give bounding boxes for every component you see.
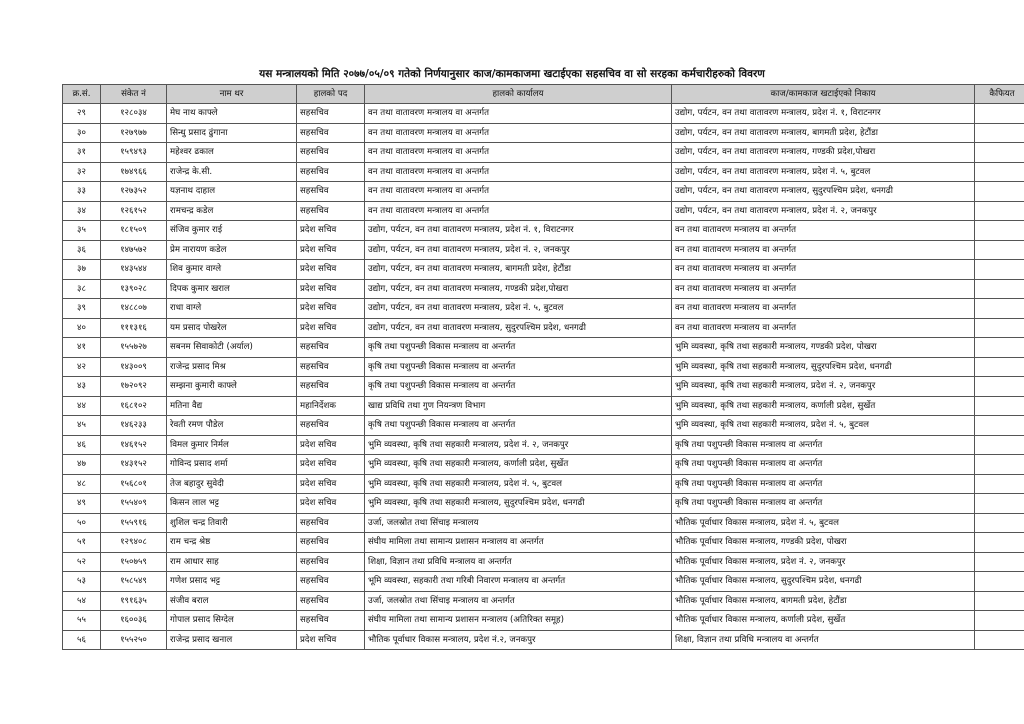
assigned-office-cell: भुमि व्यवस्था, कृषि तथा सहकारी मन्त्रालय, प्रदेश नं. २, जनकपुर [672, 377, 975, 397]
current-office-cell: खाद्य प्रविधि तथा गुण नियन्त्रण विभाग [365, 396, 672, 416]
remarks-cell [975, 455, 1024, 475]
current-office-cell: कृषि तथा पशुपन्छी विकास मन्त्रालय वा अन्तर्गत [365, 377, 672, 397]
name-cell: किसन लाल भट्ट [167, 494, 297, 514]
name-cell: गणेश प्रसाद भट्ट [167, 572, 297, 592]
remarks-cell [975, 260, 1024, 280]
code-cell: १७२०९२ [101, 377, 167, 397]
serial-cell: ५६ [63, 630, 101, 650]
serial-cell: ५० [63, 513, 101, 533]
assigned-office-cell: भौतिक पूर्वाधार विकास मन्त्रालय, प्रदेश नं. २, जनकपुर [672, 552, 975, 572]
name-cell: शुशिल चन्द्र तिवारी [167, 513, 297, 533]
code-cell: १५५९१६ [101, 513, 167, 533]
code-cell: १२६१५२ [101, 201, 167, 221]
name-cell: यज्ञनाथ दाहाल [167, 182, 297, 202]
current-office-cell: शिक्षा, विज्ञान तथा प्रविधि मन्त्रालय वा अन्तर्गत [365, 552, 672, 572]
code-cell: १८१५०९ [101, 221, 167, 241]
assigned-office-cell: उद्योग, पर्यटन, वन तथा वातावरण मन्त्रालय, गण्डकी प्रदेश,पोखरा [672, 143, 975, 163]
post-cell: प्रदेश सचिव [297, 318, 365, 338]
code-cell: १२८०३४ [101, 104, 167, 124]
remarks-cell [975, 533, 1024, 553]
serial-cell: ३१ [63, 143, 101, 163]
current-office-cell: उद्योग, पर्यटन, वन तथा वातावरण मन्त्रालय, गण्डकी प्रदेश,पोखरा [365, 279, 672, 299]
assigned-office-cell: वन तथा वातावरण मन्त्रालय वा अन्तर्गत [672, 221, 975, 241]
post-cell: सहसचिव [297, 533, 365, 553]
name-cell: विमल कुमार निर्मल [167, 435, 297, 455]
current-office-cell: भुमि व्यवस्था, कृषि तथा सहकारी मन्त्रालय, प्रदेश नं. ५, बुटवल [365, 474, 672, 494]
serial-cell: ५५ [63, 611, 101, 631]
serial-cell: ५२ [63, 552, 101, 572]
code-cell: १२९४०८ [101, 533, 167, 553]
name-cell: सम्झना कुमारी काफ्ले [167, 377, 297, 397]
post-cell: सहसचिव [297, 338, 365, 358]
serial-cell: ३४ [63, 201, 101, 221]
serial-cell: ४५ [63, 416, 101, 436]
post-cell: सहसचिव [297, 513, 365, 533]
post-cell: सहसचिव [297, 572, 365, 592]
table-row [63, 474, 1024, 494]
post-cell: सहसचिव [297, 552, 365, 572]
name-cell: रामचन्द्र कडेल [167, 201, 297, 221]
name-cell: रेवती रमण पौडेल [167, 416, 297, 436]
code-cell: १५८५४९ [101, 572, 167, 592]
remarks-cell [975, 123, 1024, 143]
current-office-cell: भौतिक पूर्वाधार विकास मन्त्रालय, प्रदेश नं.२, जनकपुर [365, 630, 672, 650]
post-cell: प्रदेश सचिव [297, 435, 365, 455]
serial-cell: ५४ [63, 591, 101, 611]
assigned-office-cell: भुमि व्यवस्था, कृषि तथा सहकारी मन्त्रालय, प्रदेश नं. ५, बुटवल [672, 416, 975, 436]
assigned-office-cell: भुमि व्यवस्था, कृषि तथा सहकारी मन्त्रालय, गण्डकी प्रदेश, पोखरा [672, 338, 975, 358]
serial-cell: ३८ [63, 279, 101, 299]
remarks-cell [975, 299, 1024, 319]
table-row [63, 396, 1024, 416]
code-cell: १४६२३३ [101, 416, 167, 436]
assigned-office-cell: भौतिक पूर्वाधार विकास मन्त्रालय, कर्णाली प्रदेश, सुर्खेत [672, 611, 975, 631]
table-row [63, 182, 1024, 202]
post-cell: सहसचिव [297, 357, 365, 377]
table-row [63, 279, 1024, 299]
current-office-cell: वन तथा वातावरण मन्त्रालय वा अन्तर्गत [365, 182, 672, 202]
post-cell: प्रदेश सचिव [297, 260, 365, 280]
post-cell: प्रदेश सचिव [297, 474, 365, 494]
code-cell: १७४९६६ [101, 162, 167, 182]
table-row [63, 299, 1024, 319]
post-cell: प्रदेश सचिव [297, 279, 365, 299]
code-cell: १५६८०१ [101, 474, 167, 494]
remarks-cell [975, 201, 1024, 221]
post-cell: सहसचिव [297, 123, 365, 143]
code-cell: १५५७२७ [101, 338, 167, 358]
table-row [63, 533, 1024, 553]
assigned-office-cell: भौतिक पूर्वाधार विकास मन्त्रालय, बागमती प्रदेश, हेटौंडा [672, 591, 975, 611]
post-cell: प्रदेश सचिव [297, 494, 365, 514]
name-cell: यम प्रसाद पोखरेल [167, 318, 297, 338]
assigned-office-cell: भौतिक पूर्वाधार विकास मन्त्रालय, गण्डकी प्रदेश, पोखरा [672, 533, 975, 553]
assigned-office-cell: उद्योग, पर्यटन, वन तथा वातावरण मन्त्रालय, प्रदेश नं. २, जनकपुर [672, 201, 975, 221]
serial-cell: ३९ [63, 299, 101, 319]
assigned-office-cell: उद्योग, पर्यटन, वन तथा वातावरण मन्त्रालय, प्रदेश नं. ५, बुटवल [672, 162, 975, 182]
table-row [63, 240, 1024, 260]
table-row [63, 104, 1024, 124]
serial-cell: ४२ [63, 357, 101, 377]
remarks-cell [975, 104, 1024, 124]
serial-cell: ४३ [63, 377, 101, 397]
assigned-office-cell: उद्योग, पर्यटन, वन तथा वातावरण मन्त्रालय, प्रदेश नं. १, विराटनगर [672, 104, 975, 124]
serial-cell: ४१ [63, 338, 101, 358]
table-row [63, 123, 1024, 143]
assigned-office-cell: वन तथा वातावरण मन्त्रालय वा अन्तर्गत [672, 240, 975, 260]
current-office-cell: वन तथा वातावरण मन्त्रालय वा अन्तर्गत [365, 123, 672, 143]
post-cell: महानिर्देशक [297, 396, 365, 416]
code-cell: १९१६३५ [101, 591, 167, 611]
name-cell: शिव कुमार वाग्ले [167, 260, 297, 280]
current-office-cell: भुमि व्यवस्था, कृषि तथा सहकारी मन्त्रालय, प्रदेश नं. २, जनकपुर [365, 435, 672, 455]
remarks-cell [975, 474, 1024, 494]
current-office-cell: भुमि व्यवस्था, कृषि तथा सहकारी मन्त्रालय, सुदुरपश्चिम प्रदेश, धनगढी [365, 494, 672, 514]
post-cell: प्रदेश सचिव [297, 455, 365, 475]
table-row [63, 377, 1024, 397]
code-cell: १२७९७७ [101, 123, 167, 143]
table-row [63, 572, 1024, 592]
code-cell: १४३५४४ [101, 260, 167, 280]
remarks-cell [975, 357, 1024, 377]
table-row [63, 513, 1024, 533]
assigned-office-cell: उद्योग, पर्यटन, वन तथा वातावरण मन्त्रालय, बागमती प्रदेश, हेटौंडा [672, 123, 975, 143]
table-row [63, 416, 1024, 436]
code-cell: १५५४०९ [101, 494, 167, 514]
serial-cell: ३० [63, 123, 101, 143]
serial-cell: ३२ [63, 162, 101, 182]
code-cell: १४३१५२ [101, 455, 167, 475]
name-cell: सबनम सिवाकोटी (अर्याल) [167, 338, 297, 358]
assigned-office-cell: वन तथा वातावरण मन्त्रालय वा अन्तर्गत [672, 318, 975, 338]
table-header-row [63, 85, 1024, 104]
post-cell: प्रदेश सचिव [297, 299, 365, 319]
post-cell: सहसचिव [297, 611, 365, 631]
name-cell: राम आधार साह [167, 552, 297, 572]
current-office-cell: वन तथा वातावरण मन्त्रालय वा अन्तर्गत [365, 143, 672, 163]
assigned-office-cell: वन तथा वातावरण मन्त्रालय वा अन्तर्गत [672, 279, 975, 299]
post-cell: प्रदेश सचिव [297, 221, 365, 241]
header-name: नाम थर [167, 85, 297, 104]
assigned-office-cell: कृषि तथा पशुपन्छी विकास मन्त्रालय वा अन्तर्गत [672, 435, 975, 455]
serial-cell: ५१ [63, 533, 101, 553]
name-cell: प्रेम नारायण कडेल [167, 240, 297, 260]
table-row [63, 455, 1024, 475]
post-cell: प्रदेश सचिव [297, 630, 365, 650]
serial-cell: २९ [63, 104, 101, 124]
current-office-cell: कृषि तथा पशुपन्छी विकास मन्त्रालय वा अन्तर्गत [365, 357, 672, 377]
current-office-cell: कृषि तथा पशुपन्छी विकास मन्त्रालय वा अन्तर्गत [365, 416, 672, 436]
serial-cell: ३६ [63, 240, 101, 260]
post-cell: सहसचिव [297, 182, 365, 202]
table-row [63, 494, 1024, 514]
remarks-cell [975, 318, 1024, 338]
remarks-cell [975, 240, 1024, 260]
remarks-cell [975, 513, 1024, 533]
current-office-cell: वन तथा वातावरण मन्त्रालय वा अन्तर्गत [365, 162, 672, 182]
current-office-cell: उद्योग, पर्यटन, वन तथा वातावरण मन्त्रालय, प्रदेश नं. २, जनकपुर [365, 240, 672, 260]
assigned-office-cell: कृषि तथा पशुपन्छी विकास मन्त्रालय वा अन्तर्गत [672, 474, 975, 494]
current-office-cell: उद्योग, पर्यटन, वन तथा वातावरण मन्त्रालय, सुदुरपश्चिम प्रदेश, धनगढी [365, 318, 672, 338]
current-office-cell: उर्जा, जलस्रोत तथा सिंचाइ मन्त्रालय [365, 513, 672, 533]
remarks-cell [975, 182, 1024, 202]
remarks-cell [975, 338, 1024, 358]
post-cell: सहसचिव [297, 377, 365, 397]
name-cell: गोपाल प्रसाद सिग्देल [167, 611, 297, 631]
post-cell: सहसचिव [297, 104, 365, 124]
remarks-cell [975, 591, 1024, 611]
current-office-cell: संघीय मामिला तथा सामान्य प्रशासन मन्त्रालय (अतिरिक्त समूह) [365, 611, 672, 631]
table-row [63, 552, 1024, 572]
code-cell: १३९०२८ [101, 279, 167, 299]
table-row [63, 435, 1024, 455]
current-office-cell: उद्योग, पर्यटन, वन तथा वातावरण मन्त्रालय, प्रदेश नं. ५, बुटवल [365, 299, 672, 319]
serial-cell: ४४ [63, 396, 101, 416]
code-cell: १४३००९ [101, 357, 167, 377]
assigned-office-cell: वन तथा वातावरण मन्त्रालय वा अन्तर्गत [672, 299, 975, 319]
assigned-office-cell: भुमि व्यवस्था, कृषि तथा सहकारी मन्त्रालय, सुदुरपश्चिम प्रदेश, धनगढी [672, 357, 975, 377]
current-office-cell: उर्जा, जलस्रोत तथा सिंचाइ मन्त्रालय वा अन्तर्गत [365, 591, 672, 611]
code-cell: १५०७५९ [101, 552, 167, 572]
header-code: संकेत नं [101, 85, 167, 104]
header-current-office: हालको कार्यालय [365, 85, 672, 104]
post-cell: सहसचिव [297, 143, 365, 163]
assigned-office-cell: उद्योग, पर्यटन, वन तथा वातावरण मन्त्रालय, सुदुरपश्चिम प्रदेश, धनगढी [672, 182, 975, 202]
remarks-cell [975, 279, 1024, 299]
serial-cell: ३५ [63, 221, 101, 241]
name-cell: संजिव कुमार राई [167, 221, 297, 241]
assigned-office-cell: शिक्षा, विज्ञान तथा प्रविधि मन्त्रालय वा अन्तर्गत [672, 630, 975, 650]
table-row [63, 221, 1024, 241]
table-row [63, 338, 1024, 358]
table-row [63, 611, 1024, 631]
post-cell: सहसचिव [297, 591, 365, 611]
remarks-cell [975, 611, 1024, 631]
remarks-cell [975, 221, 1024, 241]
code-cell: १४६१५२ [101, 435, 167, 455]
current-office-cell: भूमि व्यवस्था, सहकारी तथा गरिबी निवारण मन्त्रालय वा अन्तर्गत [365, 572, 672, 592]
assigned-office-cell: भुमि व्यवस्था, कृषि तथा सहकारी मन्त्रालय, कर्णाली प्रदेश, सुर्खेत [672, 396, 975, 416]
code-cell: १५५२५० [101, 630, 167, 650]
remarks-cell [975, 572, 1024, 592]
table-row [63, 201, 1024, 221]
assigned-office-cell: वन तथा वातावरण मन्त्रालय वा अन्तर्गत [672, 260, 975, 280]
remarks-cell [975, 552, 1024, 572]
assigned-office-cell: भौतिक पूर्वाधार विकास मन्त्रालय, प्रदेश नं. ५, बुटवल [672, 513, 975, 533]
assigned-office-cell: कृषि तथा पशुपन्छी विकास मन्त्रालय वा अन्तर्गत [672, 455, 975, 475]
post-cell: सहसचिव [297, 162, 365, 182]
post-cell: सहसचिव [297, 416, 365, 436]
name-cell: महेश्वर ढकाल [167, 143, 297, 163]
remarks-cell [975, 494, 1024, 514]
current-office-cell: उद्योग, पर्यटन, वन तथा वातावरण मन्त्रालय, प्रदेश नं. १, विराटनगर [365, 221, 672, 241]
name-cell: राजेन्द्र के.सी. [167, 162, 297, 182]
remarks-cell [975, 630, 1024, 650]
post-cell: प्रदेश सचिव [297, 240, 365, 260]
current-office-cell: वन तथा वातावरण मन्त्रालय वा अन्तर्गत [365, 201, 672, 221]
remarks-cell [975, 377, 1024, 397]
name-cell: संजीव बराल [167, 591, 297, 611]
serial-cell: ३७ [63, 260, 101, 280]
code-cell: १४७५७२ [101, 240, 167, 260]
remarks-cell [975, 416, 1024, 436]
serial-cell: ४० [63, 318, 101, 338]
current-office-cell: उद्योग, पर्यटन, वन तथा वातावरण मन्त्रालय, बागमती प्रदेश, हेटौंडा [365, 260, 672, 280]
table-row [63, 260, 1024, 280]
code-cell: १५९४९३ [101, 143, 167, 163]
assigned-office-cell: भौतिक पूर्वाधार विकास मन्त्रालय, सुदुरपश्चिम प्रदेश, धनगढी [672, 572, 975, 592]
name-cell: दिपक कुमार खराल [167, 279, 297, 299]
name-cell: राम चन्द्र श्रेष्ठ [167, 533, 297, 553]
current-office-cell: भुमि व्यवस्था, कृषि तथा सहकारी मन्त्रालय, कर्णाली प्रदेश, सुर्खेत [365, 455, 672, 475]
document-title: यस मन्त्रालयको मिति २०७७/०५/०९ गतेको निर्णयानुसार काज/कामकाजमा खटाईएका सहसचिव वा सो सरहका कर्मचारीहरुको विवरण [259, 68, 765, 80]
staff-assignment-table [62, 84, 1024, 650]
current-office-cell: संघीय मामिला तथा सामान्य प्रशासन मन्त्रालय वा अन्तर्गत [365, 533, 672, 553]
name-cell: राधा वाग्ले [167, 299, 297, 319]
code-cell: १४८८०७ [101, 299, 167, 319]
header-remarks: कैफियत [975, 85, 1024, 104]
table-row [63, 162, 1024, 182]
code-cell: १११३१६ [101, 318, 167, 338]
table-row [63, 318, 1024, 338]
current-office-cell: कृषि तथा पशुपन्छी विकास मन्त्रालय वा अन्तर्गत [365, 338, 672, 358]
serial-cell: ४८ [63, 474, 101, 494]
assigned-office-cell: कृषि तथा पशुपन्छी विकास मन्त्रालय वा अन्तर्गत [672, 494, 975, 514]
remarks-cell [975, 435, 1024, 455]
current-office-cell: वन तथा वातावरण मन्त्रालय वा अन्तर्गत [365, 104, 672, 124]
post-cell: सहसचिव [297, 201, 365, 221]
table-row [63, 630, 1024, 650]
remarks-cell [975, 162, 1024, 182]
remarks-cell [975, 143, 1024, 163]
name-cell: मेघ नाथ काफ्ले [167, 104, 297, 124]
header-post: हालको पद [297, 85, 365, 104]
header-serial: क्र.सं. [63, 85, 101, 104]
code-cell: १६००३६ [101, 611, 167, 631]
name-cell: गोविन्द प्रसाद शर्मा [167, 455, 297, 475]
name-cell: राजेन्द्र प्रसाद खनाल [167, 630, 297, 650]
serial-cell: ४६ [63, 435, 101, 455]
serial-cell: ५३ [63, 572, 101, 592]
table-row [63, 143, 1024, 163]
remarks-cell [975, 396, 1024, 416]
header-assigned-office: काज/कामकाज खटाईएको निकाय [672, 85, 975, 104]
code-cell: १६८१०२ [101, 396, 167, 416]
name-cell: तेज बहादुर सुवेदी [167, 474, 297, 494]
table-row [63, 591, 1024, 611]
serial-cell: ३३ [63, 182, 101, 202]
name-cell: राजेन्द्र प्रसाद मिश्र [167, 357, 297, 377]
name-cell: मतिना वैद्य [167, 396, 297, 416]
serial-cell: ४९ [63, 494, 101, 514]
name-cell: सिन्धु प्रसाद ढुंगाना [167, 123, 297, 143]
serial-cell: ४७ [63, 455, 101, 475]
code-cell: १२७३५२ [101, 182, 167, 202]
table-row [63, 357, 1024, 377]
